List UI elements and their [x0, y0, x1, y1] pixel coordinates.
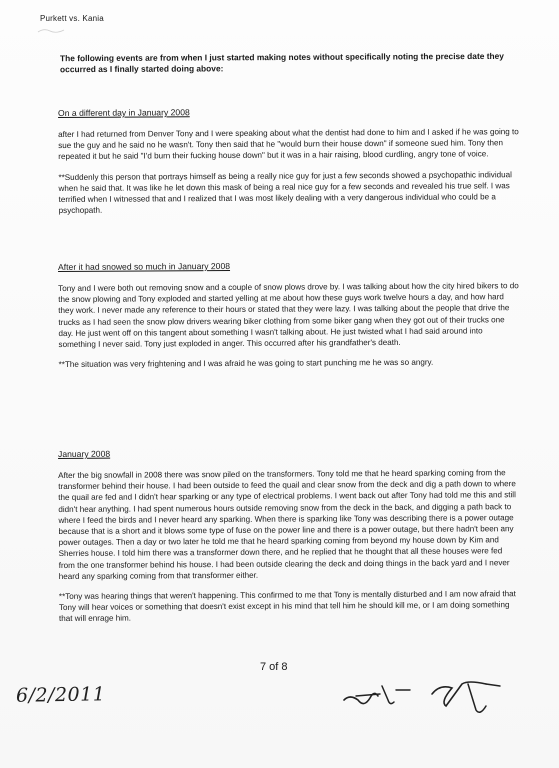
section-3 — [58, 446, 521, 633]
section-heading: January 2008 — [58, 448, 111, 459]
section-paragraph: **The situation was very frightening and I was afraid he was going to start punching me he was so angry. — [58, 357, 434, 370]
signature — [336, 676, 506, 720]
section-heading: On a different day in January 2008 — [58, 107, 190, 118]
page-number: 7 of 8 — [260, 661, 288, 673]
section-paragraph: **Suddenly this person that portrays himself as being a really nice guy for just a few seconds showed a psychopathic individual when he said that. It was like he let down this mask of being a real nice guy for a few seconds and revealed his true self. I was terrified when I witnessed that and I realized that I was most likely dealing with a very dangerous individual who could be a psychopath. — [58, 169, 512, 216]
section-paragraph: After the big snowfall in 2008 there was snow piled on the transformers. Tony told me that he heard sparking coming from the transformer behind their house. I had been outside to feed the quail and clear snow from the deck and dig a path down to where the quail are fed and I didn't hear sparking or any type of electrical problems. I went back out after Tony had told me this and still didn't hear anything. I had spent numerous hours outside removing snow from the deck in the back, and digging a path back to where I feed the birds and I never heard any sparking. When there is sparking like Tony was describing there is a power outage because that is a short and it blows some type of fuse on the power line and there is a power outage, but there hadn't been any power outages. Then a day or two later he told me that he heard sparking coming from beyond my house down by Kim and Sherries house. I told him there was a transformer down there, and he replied that he thought that all these houses were fed from the one transformer behind his house. I had been outside clearing the deck and doing things in the back yard and I never heard any sparking coming from that transformer either. — [58, 468, 516, 581]
section-1 — [58, 105, 521, 225]
section-heading: After it had snowed so much in January 2008 — [58, 260, 231, 272]
section-paragraph: **Tony was hearing things that weren't happening. This confirmed to me that Tony is mentally disturbed and I am now afraid that Tony will hear voices or something that doesn't exist except in his mind that tell him he should kill me, or I am doing something that will enrage him. — [58, 589, 516, 624]
handwritten-date: 6/2/2011 — [15, 683, 106, 707]
intro-text: The following events are from when I just started making notes without specifically noting the precise date they occurred as I finally started doing above: — [59, 50, 504, 75]
scan-smudge — [36, 26, 66, 36]
section-2 — [58, 259, 521, 379]
section-paragraph: after I had returned from Denver Tony and I were speaking about what the dentist had done to him and I asked if he was going to sue the guy and he said no he wasn't. Tony then said that he "would burn their house down" if someone sued him. Tony then repeated it but he said "I'd burn their fucking house down" but it was in a hair raising, blood curdling, angry tone of voice. — [58, 127, 519, 162]
case-title: Purkett vs. Kania — [40, 14, 104, 23]
section-paragraph: Tony and I were both out removing snow and a couple of snow plows drove by. I was talking about how the city hired bikers to do the snow plowing and Tony exploded and started yelling at me about how these guys work twelve hours a day, and how hard they work. I never made any reference to their hours or stated that they were lazy. I was talking about the people that drive the trucks as I had seen the snow plow drivers wearing biker clothing from some biker gang when they got out of their trucks one day. He just went off on this tangent about something I wasn't talking about. He just twisted what I had said around into something I never said. Tony just exploded in anger. This occurred after his grandfather's death. — [58, 281, 519, 350]
